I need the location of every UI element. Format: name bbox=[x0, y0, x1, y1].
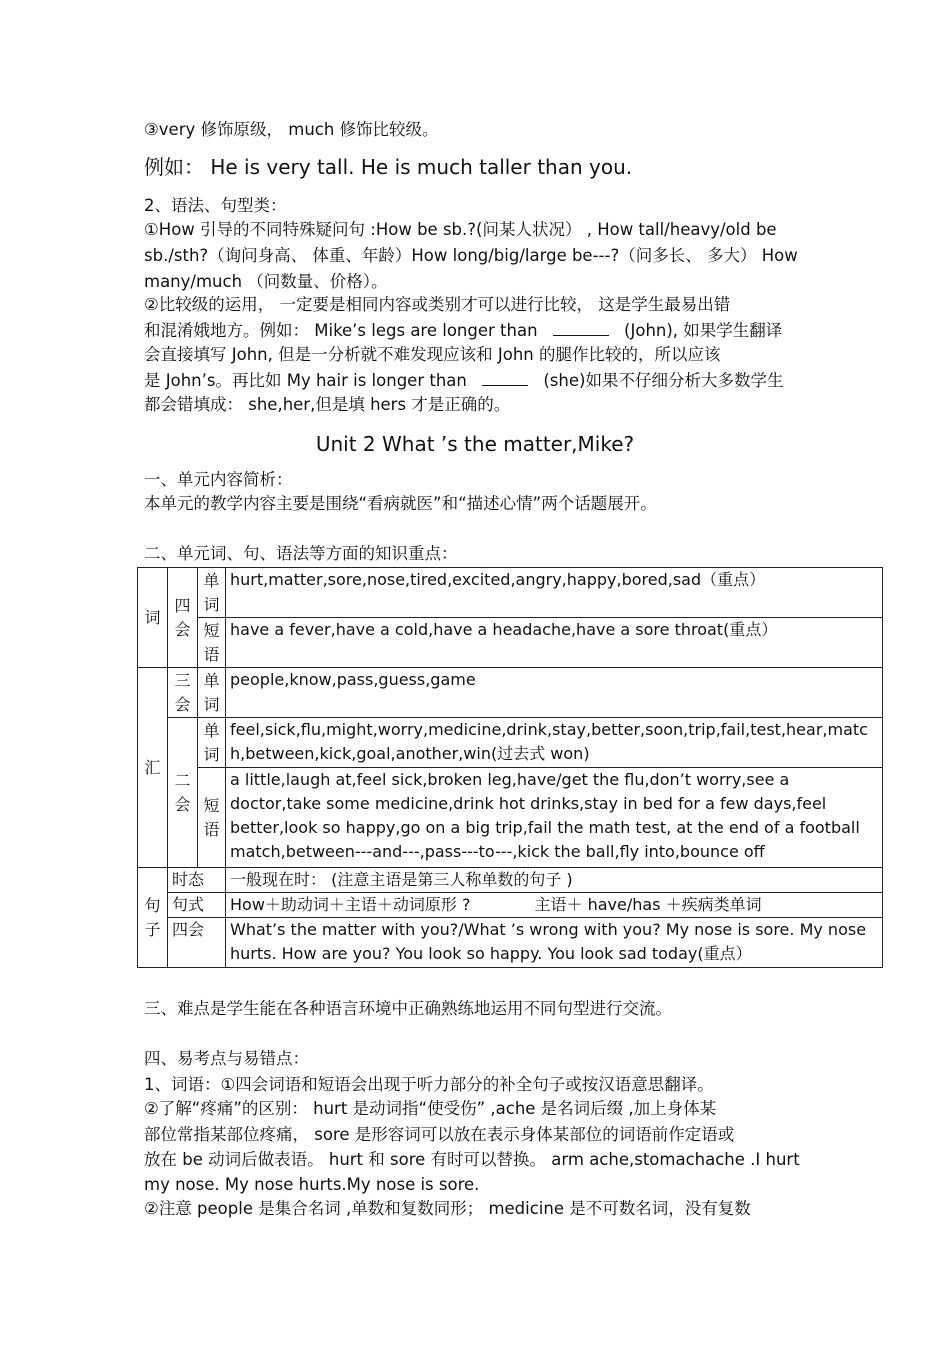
answer-blank bbox=[553, 320, 609, 336]
content-cell: 一般现在时： (注意主语是第三人称单数的句子 ) bbox=[226, 868, 883, 893]
type-label: 单词 bbox=[203, 570, 220, 614]
content-cell: hurt,matter,sore,nose,tired,excited,angry,happy,bored,sad（重点） bbox=[226, 568, 883, 618]
unit-title: Unit 2 What ’s the matter,Mike? bbox=[315, 432, 635, 456]
cat-cell bbox=[138, 868, 168, 968]
type-cell bbox=[198, 718, 226, 768]
text-line: 放在 be 动词后做表语。 hurt 和 sore 有时可以替换。 arm ache,stomachache .I hurt bbox=[144, 1150, 800, 1169]
section-heading: 二、单元词、句、语法等方面的知识重点： bbox=[144, 544, 458, 563]
content-cell: feel,sick,flu,might,worry,medicine,drink,stay,better,soon,trip,fail,test,hear,match,between,kick,goal,another,win(过去式 won) bbox=[226, 718, 883, 768]
content-cell: a little,laugh at,feel sick,broken leg,have/get the flu,don’t worry,see a doctor,take some medicine,drink hot drinks,stay in bed for a few days,feel better,look so happy,go on a big trip,fail the math test, at the end of a football match,between---and---,pass---to---,kick the ball,fly into,bounce off bbox=[226, 768, 883, 868]
table-row bbox=[138, 893, 883, 918]
type-label: 短语 bbox=[203, 620, 220, 664]
text-line: ②了解“疼痛”的区别： hurt 是动词指“使受伤” ,ache 是名词后缀 ,加上身体某 bbox=[144, 1099, 717, 1118]
table-row bbox=[138, 718, 883, 768]
cat-cell bbox=[138, 568, 168, 668]
text-segment: 是 John’s。再比如 My hair is longer than bbox=[144, 371, 467, 390]
table-row bbox=[138, 868, 883, 893]
label-cell: 句式 bbox=[168, 893, 226, 918]
section-heading: 三、难点是学生能在各种语言环境中正确熟练地运用不同句型进行交流。 bbox=[144, 999, 672, 1018]
content-cell: How＋助动词＋主语＋动词原形 ? 主语＋ have/has ＋疾病类单词 bbox=[226, 893, 883, 918]
cat-label: 词 bbox=[144, 607, 161, 627]
text-line: ①How 引导的不同特殊疑问句 :How be sb.?(问某人状况） , How tall/heavy/old be bbox=[144, 220, 777, 239]
content-cell: have a fever,have a cold,have a headache,have a sore throat(重点） bbox=[226, 618, 883, 668]
content-cell: people,know,pass,guess,game bbox=[226, 668, 883, 718]
text-line: 1、词语：①四会词语和短语会出现于听力部分的补全句子或按汉语意思翻译。 bbox=[144, 1075, 714, 1094]
level-label: 四会 bbox=[174, 595, 191, 639]
type-cell bbox=[198, 668, 226, 718]
text-line: ②注意 people 是集合名词 ,单数和复数同形； medicine 是不可数名词，没有复数 bbox=[144, 1199, 751, 1218]
section-body: 本单元的教学内容主要是围绕“看病就医”和“描述心情”两个话题展开。 bbox=[144, 494, 657, 513]
type-cell bbox=[198, 618, 226, 668]
text-segment: (John), 如果学生翻译 bbox=[624, 321, 783, 340]
table-row bbox=[138, 918, 883, 968]
text-line: sb./sth?（询问身高、 体重、年龄）How long/big/large be---?（问多长、 多大） How bbox=[144, 246, 798, 265]
table-row bbox=[138, 568, 883, 618]
text-segment: 和混淆娥地方。例如： Mike’s legs are longer than bbox=[144, 321, 538, 340]
label-cell: 时态 bbox=[168, 868, 226, 893]
text-line: my nose. My nose hurts.My nose is sore. bbox=[144, 1175, 480, 1194]
type-cell bbox=[198, 568, 226, 618]
cat-label: 汇 bbox=[144, 757, 161, 777]
text-line: 都会错填成： she,her,但是填 hers 才是正确的。 bbox=[144, 395, 511, 414]
level-label: 三会 bbox=[174, 670, 191, 714]
type-label: 单词 bbox=[203, 670, 220, 714]
type-cell bbox=[198, 768, 226, 868]
type-label: 短语 bbox=[203, 795, 220, 839]
level-cell bbox=[168, 718, 198, 868]
grammar-heading: 2、语法、句型类： bbox=[144, 196, 287, 215]
type-label: 单词 bbox=[203, 720, 220, 764]
section-heading: 四、易考点与易错点： bbox=[144, 1049, 309, 1068]
table-row bbox=[138, 768, 883, 868]
level-cell bbox=[168, 668, 198, 718]
text-line bbox=[144, 370, 783, 391]
content-cell: What’s the matter with you?/What ’s wrong with you? My nose is sore. My nose hurts. How are you? You look so happy. You look sad today(重点） bbox=[226, 918, 883, 968]
text-segment: (she)如果不仔细分析大多数学生 bbox=[543, 371, 784, 390]
cat-cell bbox=[138, 668, 168, 868]
text-line: ③very 修饰原级， much 修饰比较级。 bbox=[144, 120, 439, 139]
section-heading: 一、单元内容简析： bbox=[144, 470, 293, 489]
label-cell: 四会 bbox=[168, 918, 226, 968]
table-row bbox=[138, 618, 883, 668]
cat-label: 句子 bbox=[144, 895, 161, 939]
text-line: many/much （问数量、价格）。 bbox=[144, 272, 388, 291]
table-row bbox=[138, 668, 883, 718]
level-cell bbox=[168, 568, 198, 668]
level-label: 二会 bbox=[174, 770, 191, 814]
text-line: 会直接填写 John, 但是一分析就不难发现应该和 John 的腿作比较的，所以应该 bbox=[144, 345, 721, 364]
text-line bbox=[144, 320, 782, 341]
knowledge-table bbox=[137, 567, 883, 968]
example-line: 例如： He is very tall. He is much taller than you. bbox=[144, 155, 633, 179]
text-line: 部位常指某部位疼痛， sore 是形容词可以放在表示身体某部位的词语前作定语或 bbox=[144, 1125, 735, 1144]
answer-blank bbox=[482, 370, 528, 386]
text-line: ②比较级的运用， 一定要是相同内容或类别才可以进行比较， 这是学生最易出错 bbox=[144, 295, 731, 314]
